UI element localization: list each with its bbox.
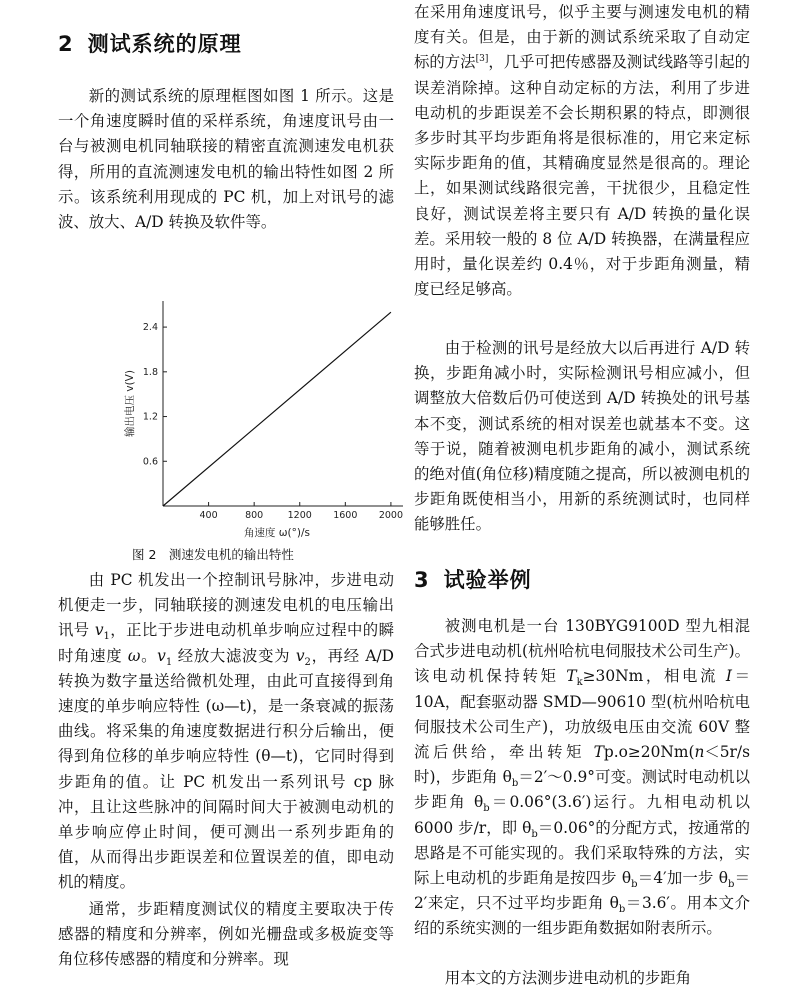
section-number: 3 [414,568,430,592]
x-tick-label: 800 [245,510,264,521]
section-3-heading [414,564,532,594]
section-number: 2 [58,32,74,56]
section-title: 试验举例 [443,568,532,592]
x-axis-label: 角速度 ω(°)/s [243,527,311,539]
citation-ref: [3] [475,54,489,65]
series-line [163,312,391,506]
paragraph: 新的测试系统的原理框图如图 1 所示。这是一个角速度瞬时值的采样系统，角速度讯号由一台与被测电机同轴联接的精密直流测速发电机获得，所用的直流测速发电机的输出特性如图 2 所示。该系统利用现成的 PC 机，加上对讯号的滤波、放大、A/D 转换及软件等。 [58,87,394,232]
y-axis-label: 输出电压 v(V) [124,370,136,437]
x-tick-label: 2000 [378,510,404,521]
y-tick-label: 1.8 [142,366,158,378]
y-tick-label: 0.6 [142,456,158,468]
paragraph-continued: 在采用角速度讯号，似乎主要与测速发电机的精度有关。但是，由于新的测试系统采取了自动定标的方法[3]，几乎可把传感器及测试线路等引起的误差消除掉。这种自动定标的方法，利用了步进电动机的步距误差不会长期积累的特点，即测很多步时其平均步距角将是很标准的，用它来定标实际步距角的值，其精确度显然是很高的。理论上，如果测试线路很完善，干扰很少，且稳定性良好，测试误差将主要只有 A/D 转换的量化误差。采用较一般的 8 位 A/D 转换器，在满量程应用时，量化误差约 0.4％，对于步距角测量，精度已经足够高。 [414,3,750,299]
paragraph: 被测电机是一台 130BYG9100D 型九相混合式步进电动机(杭州哈杭电伺服技术公司生产)。该电动机保持转矩 $T_k\ge 30Nm$，相电流 I＝10A，配套驱动器 SMD—90610 型(杭州哈杭电伺服技术公司生产)，功放级电压由交流 60V 整流后供给，牵出转矩 Tp.o≥20Nm(n＜5r/s 时)，步距角 $\theta_b=2'\sim 0.9^\circ$可变。测试时电动机以步距角 $\theta_b=0.06^\circ(3.6')$运行。九相电动机以 6000 步/r，即 $\theta_b=0.06^\circ$的分配方式，按通常的思路是不可能实现的。我们采取特殊的方法，实际上电动机的步距角是按四步 $\theta_b=4'$加一步 $\theta_b=2'$来定，只不过平均步距角 $\theta_b=3.6'$。用本文介绍的系统实测的一组步距角数据如附表所示。 [414,617,751,938]
x-tick-label: 1200 [287,510,312,521]
section-2-heading [58,28,242,58]
paragraph: 用本文的方法测步进电动机的步距角 [444,969,692,987]
y-tick-label: 1.2 [142,411,158,423]
section-title: 测试系统的原理 [87,32,242,56]
paragraph: 由于检测的讯号是经放大以后再进行 A/D 转换，步距角减小时，实际检测讯号相应减小，但调整放大倍数后仍可使送到 A/D 转换处的讯号基本不变，测试系统的相对误差也就基本不变。这等于说，随着被测电机步距角的减小，测试系统的绝对值(角位移)精度随之提高，所以被测电机的步距角既使相当小，用新的系统测试时，也同样能够胜任。 [414,339,750,534]
x-tick-label: 400 [199,510,218,521]
paragraph-text: ，几乎可把传感器及测试线路等引起的误差消除掉。这种自动定标的方法，利用了步进电动机的步距误差不会长期积累的特点，即测很多步时其平均步距角将是很标准的，用它来定标实际步距角的值，其精确度显然是很高的。理论上，如果测试线路很完善，干扰很少，且稳定性良好，测试误差将主要只有 A/D 转换的量化误差。采用较一般的 8 位 A/D 转换器，在满量程应用时，量化误差约 0.4％，对于步距角测量，精度已经足够高。 [414,53,750,299]
output-characteristic-chart [68,292,404,542]
figure-2 [68,292,404,542]
paragraph: 由 PC 机发出一个控制讯号脉冲，步进电动机便走一步，同轴联接的测速发电机的电压输出讯号 $v_1$，正比于步进电动机单步响应过程中的瞬时角速度 ω。$v_1$ 经放大滤波变为 $v_2$，再经 A/D 转换为数字量送给微机处理，由此可直接得到角速度的单步响应特性 (ω—t)，是一条衰减的振荡曲线。将采集的角速度数据进行积分后输出，便得到角位移的单步响应特性 (θ—t)，它同时得到步距角的值。让 PC 机发出一系列讯号 cp 脉冲，且让这些脉冲的间隔时间大于被测电动机的单步响应停止时间，便可测出一系列步距角的值，从而得出步距误差和位置误差的值，即电动机的精度。 [58,571,394,892]
paragraph: 通常，步距精度测试仪的精度主要取决于传感器的精度和分辨率，例如光栅盘或多极旋变等角位移传感器的精度和分辨率。现 [58,900,394,969]
y-tick-label: 2.4 [142,322,158,334]
figure-caption: 图 2 测速发电机的输出特性 [132,547,294,562]
x-tick-label: 1600 [333,510,358,521]
